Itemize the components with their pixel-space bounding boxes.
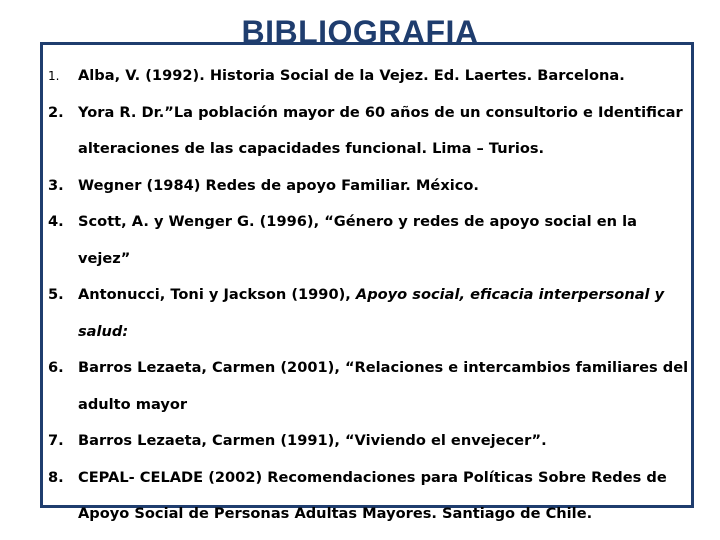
reference-text-plain: Antonucci, Toni y Jackson (1990), bbox=[78, 286, 356, 303]
reference-text: Wegner (1984) Redes de apoyo Familiar. México. bbox=[78, 176, 479, 194]
reference-number: 3. bbox=[48, 176, 64, 194]
reference-item-5 bbox=[48, 277, 692, 350]
reference-number: 2. bbox=[48, 103, 64, 121]
reference-list bbox=[48, 58, 692, 533]
reference-item-1 bbox=[48, 58, 692, 95]
reference-text bbox=[78, 277, 692, 350]
reference-number: 4. bbox=[48, 213, 64, 230]
reference-item-4 bbox=[48, 204, 692, 277]
reference-item-3 bbox=[48, 168, 692, 205]
reference-number: 8. bbox=[48, 468, 64, 486]
reference-item-2 bbox=[48, 95, 692, 168]
reference-number: 5. bbox=[48, 286, 64, 303]
reference-number: 6. bbox=[48, 359, 64, 376]
reference-text: Alba, V. (1992). Historia Social de la Vejez. Ed. Laertes. Barcelona. bbox=[78, 67, 625, 84]
reference-item-6 bbox=[48, 350, 692, 423]
reference-text: Yora R. Dr.”La población mayor de 60 años de un consultorio e Identificar alteraciones de las capacidades funcional. Lima – Turios. bbox=[78, 103, 683, 157]
reference-text: CEPAL- CELADE (2002) Recomendaciones para Políticas Sobre Redes de Apoyo Social de Personas Adultas Mayores. Santiago de Chile. bbox=[78, 468, 667, 522]
reference-number: 1. bbox=[48, 69, 60, 83]
page-title: BIBLIOGRAFIA bbox=[241, 14, 479, 44]
reference-text: Barros Lezaeta, Carmen (2001), “Relaciones e intercambios familiares del adulto mayor bbox=[78, 359, 689, 413]
reference-item-8 bbox=[48, 460, 692, 533]
reference-text: Barros Lezaeta, Carmen (1991), “Viviendo el envejecer”. bbox=[78, 432, 547, 449]
reference-text-italic: Apoyo social, eficacia interpersonal y salud: bbox=[78, 286, 665, 340]
reference-item-7 bbox=[48, 423, 692, 460]
reference-text: Scott, A. y Wenger G. (1996), “Género y redes de apoyo social en la vejez” bbox=[78, 213, 637, 267]
reference-number: 7. bbox=[48, 432, 64, 449]
